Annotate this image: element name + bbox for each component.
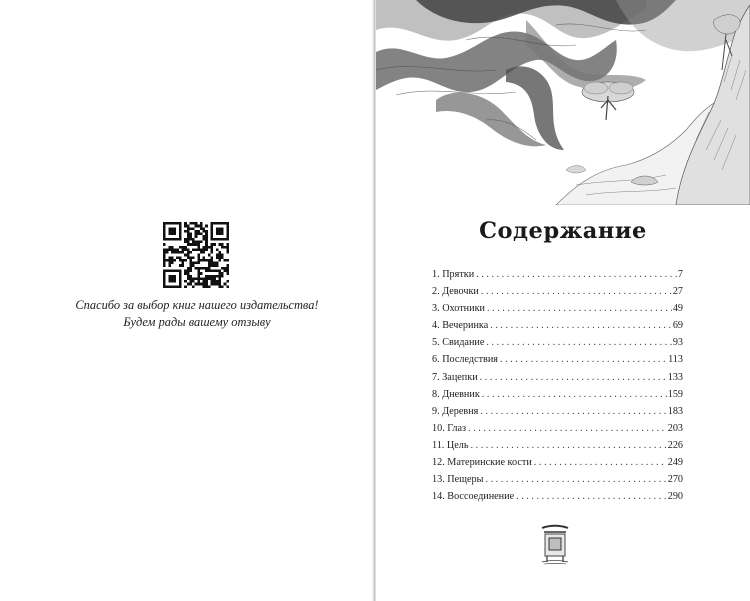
- toc-entry-title: 8. Дневник: [432, 388, 480, 400]
- left-page: [0, 0, 374, 601]
- toc-entry-page: 226: [667, 439, 683, 451]
- toc-entry-title: 12. Материнские кости: [432, 457, 532, 469]
- qr-code-icon: [163, 222, 229, 288]
- thanks-line-1: Спасибо за выбор книг нашего издательства!: [75, 298, 319, 312]
- toc-leader-dots: [500, 351, 667, 368]
- toc-entry: [432, 454, 683, 471]
- toc-entry: [432, 437, 683, 454]
- toc-leader-dots: [468, 420, 667, 437]
- toc-entry-page: 270: [667, 474, 683, 486]
- toc-leader-dots: [487, 300, 672, 317]
- toc-entry: [432, 369, 683, 386]
- toc-entry-title: 1. Прятки: [432, 269, 475, 280]
- toc-entry-page: 203: [667, 422, 683, 434]
- table-of-contents: [432, 266, 683, 505]
- toc-leader-dots: [516, 488, 667, 505]
- toc-title: Содержание: [479, 218, 647, 244]
- toc-leader-dots: [534, 454, 667, 471]
- toc-entry-page: 113: [668, 354, 683, 366]
- thanks-text: [20, 297, 374, 331]
- toc-entry: [432, 471, 683, 488]
- toc-entry-page: 249: [667, 457, 683, 469]
- toc-entry: [432, 317, 683, 334]
- toc-entry-page: 290: [667, 491, 683, 503]
- toc-entry: [432, 334, 683, 351]
- toc-entry-title: 4. Вечеринка: [432, 320, 489, 332]
- toc-entry-page: 27: [672, 286, 683, 298]
- toc-leader-dots: [476, 266, 677, 283]
- toc-entry-page: 7: [677, 269, 683, 280]
- toc-leader-dots: [480, 403, 666, 420]
- torii-gate-icon: [540, 522, 570, 566]
- toc-entry: [432, 351, 683, 368]
- toc-leader-dots: [471, 437, 667, 454]
- toc-entry: [432, 403, 683, 420]
- toc-leader-dots: [481, 283, 672, 300]
- toc-entry-page: 93: [672, 337, 683, 349]
- toc-entry: [432, 266, 683, 283]
- landscape-illustration: [376, 0, 750, 205]
- toc-leader-dots: [486, 334, 671, 351]
- toc-entry-title: 6. Последствия: [432, 354, 498, 366]
- thanks-line-2: Будем рады вашему отзыву: [123, 315, 271, 329]
- toc-entry-title: 14. Воссоединение: [432, 491, 515, 503]
- toc-entry: [432, 283, 683, 300]
- toc-entry-page: 69: [672, 320, 683, 332]
- toc-entry-page: 159: [667, 388, 683, 400]
- toc-entry-title: 11. Цель: [432, 439, 469, 451]
- toc-leader-dots: [485, 471, 666, 488]
- toc-entry: [432, 300, 683, 317]
- toc-leader-dots: [482, 386, 667, 403]
- toc-entry: [432, 420, 683, 437]
- toc-entry-title: 7. Зацепки: [432, 371, 478, 383]
- toc-entry-title: 3. Охотники: [432, 303, 485, 315]
- toc-entry: [432, 386, 683, 403]
- toc-entry-title: 5. Свидание: [432, 337, 485, 349]
- toc-entry-page: 183: [667, 405, 683, 417]
- toc-entry-page: 49: [672, 303, 683, 315]
- toc-leader-dots: [490, 317, 672, 334]
- toc-entry-title: 9. Деревня: [432, 405, 479, 417]
- toc-leader-dots: [480, 369, 667, 386]
- toc-entry: [432, 488, 683, 505]
- toc-entry-title: 2. Девочки: [432, 286, 479, 298]
- right-page: [376, 0, 750, 601]
- toc-entry-page: 133: [667, 371, 683, 383]
- toc-entry-title: 13. Пещеры: [432, 474, 484, 486]
- toc-entry-title: 10. Глаз: [432, 422, 467, 434]
